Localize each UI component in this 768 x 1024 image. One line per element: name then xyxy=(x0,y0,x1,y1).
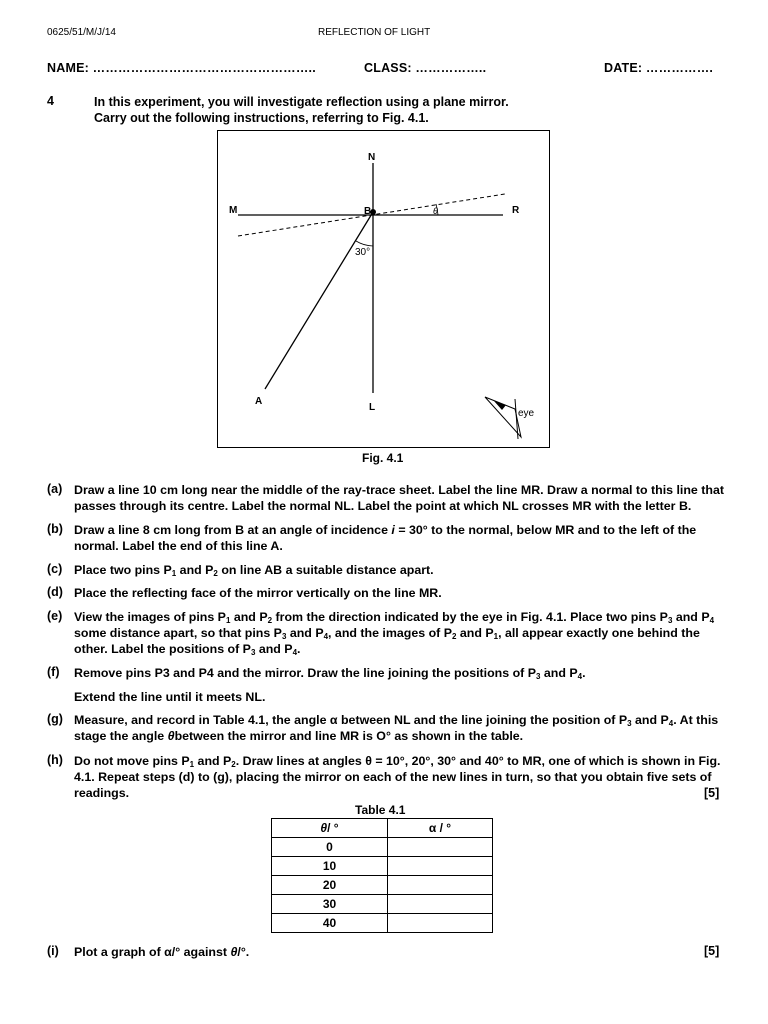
label-30-degrees: 30° xyxy=(355,247,371,258)
part-f-text: Remove pins P3 and P4 and the mirror. Draw the line joining the positions of $P_3$ and $P_4$. xyxy=(74,666,586,681)
part-c-text: Place two pins $P_1$ and $P_2$ on line AB a suitable distance apart. xyxy=(74,563,434,578)
part-h-marks: [5] xyxy=(704,786,720,800)
theta-cell: 20 xyxy=(272,876,388,895)
part-f-label: (f) xyxy=(47,665,60,679)
question-number: 4 xyxy=(47,94,54,108)
label-m: M xyxy=(229,205,238,216)
part-i-label: (i) xyxy=(47,944,59,958)
part-a-text: Draw a line 10 cm long near the middle of the ray-trace sheet. Label the line MR. Draw a normal to this line that passes through its centre. Label the normal NL. Label the point at which NL crosses MR with the letter B. xyxy=(74,483,724,514)
figure-caption: Fig. 4.1 xyxy=(362,451,404,465)
part-d-label: (d) xyxy=(47,585,63,599)
part-c-label: (c) xyxy=(47,562,63,576)
date-field: DATE: ……………. xyxy=(604,61,714,75)
part-f-line2: Extend the line until it meets NL. xyxy=(74,690,266,704)
alpha-cell[interactable] xyxy=(388,876,493,895)
alpha-cell[interactable] xyxy=(388,895,493,914)
part-a-label: (a) xyxy=(47,482,63,496)
alpha-cell[interactable] xyxy=(388,857,493,876)
part-e-label: (e) xyxy=(47,609,63,623)
table-row xyxy=(272,914,493,933)
alpha-cell[interactable] xyxy=(388,914,493,933)
label-n: N xyxy=(368,152,376,163)
header-theta: θ/ ° xyxy=(272,819,388,838)
figure-4-1 xyxy=(217,130,550,448)
question-intro xyxy=(94,94,509,126)
table-row xyxy=(272,895,493,914)
part-h-text: Do not move pins $P_1$ and $P_2$. Draw lines at angles θ = 10°, 20°, 30° and 40° to MR, one of which is shown in Fig. 4.1. Repeat steps (d) to (g), placing the mirror on each of the new lines in turn, so that you obtain five sets of readings. xyxy=(74,754,721,801)
theta-cell: 10 xyxy=(272,857,388,876)
name-field: NAME: …………………………………………….. xyxy=(47,61,316,75)
part-d-text: Place the reflecting face of the mirror vertically on the line MR. xyxy=(74,586,442,600)
intro-line-1: In this experiment, you will investigate reflection using a plane mirror. xyxy=(94,95,509,109)
part-b-text: Draw a line 8 cm long from B at an angle of incidence i = 30° to the normal, below MR and to the left of the normal. Label the end of this line A. xyxy=(74,523,697,554)
part-h-label: (h) xyxy=(47,753,63,767)
label-b: B xyxy=(364,206,372,217)
label-a: A xyxy=(255,396,263,407)
eye-icon xyxy=(485,397,521,439)
label-theta: θ xyxy=(433,206,438,216)
class-field: CLASS: …………….. xyxy=(364,61,487,75)
part-e-text: View the images of pins $P_1$ and $P_2$ from the direction indicated by the eye in Fig. 4.1. Place two pins $P_3$ and $P_4$ some distance apart, so that pins $P_3$ and $P_4$, and the images of $P_2$ and $P_1$, all appear exactly one behind the other. Label the positions of $P_3$ and $P_4$. xyxy=(74,610,715,658)
intro-line-2: Carry out the following instructions, referring to Fig. 4.1. xyxy=(94,111,429,125)
part-i-text: Plot a graph of α/° against θ/°. xyxy=(74,945,250,959)
table-caption: Table 4.1 xyxy=(355,803,406,817)
incident-ray-ab xyxy=(265,212,373,389)
part-i-marks: [5] xyxy=(704,944,720,958)
part-g-label: (g) xyxy=(47,712,63,726)
label-l: L xyxy=(369,402,376,413)
incidence-arc xyxy=(356,241,373,246)
alpha-cell[interactable] xyxy=(388,838,493,857)
table-header-row xyxy=(272,819,493,838)
theta-cell: 30 xyxy=(272,895,388,914)
ray-diagram xyxy=(218,131,549,447)
part-b-label: (b) xyxy=(47,522,63,536)
topic-title: REFLECTION OF LIGHT xyxy=(318,27,431,38)
theta-cell: 0 xyxy=(272,838,388,857)
table-row xyxy=(272,857,493,876)
theta-cell: 40 xyxy=(272,914,388,933)
part-g-text: Measure, and record in Table 4.1, the angle α between NL and the line joining the position of $P_3$ and $P_4$. At this stage the angle θbetween the mirror and line MR is O° as shown in the table. xyxy=(74,713,719,744)
table-4-1 xyxy=(271,818,493,933)
label-r: R xyxy=(512,205,520,216)
table-row xyxy=(272,876,493,895)
table-row xyxy=(272,838,493,857)
label-eye: eye xyxy=(518,408,535,419)
header-alpha: α / ° xyxy=(388,819,493,838)
paper-code: 0625/51/M/J/14 xyxy=(47,27,116,38)
